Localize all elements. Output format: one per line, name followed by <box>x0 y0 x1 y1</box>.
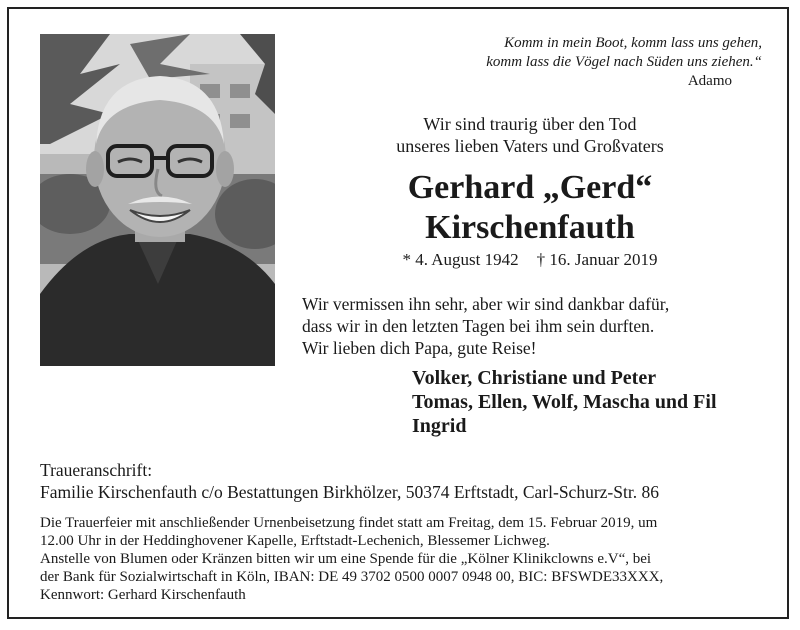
mourning-address <box>40 459 780 503</box>
intro-line-2: unseres lieben Vaters und Großvaters <box>396 136 664 156</box>
intro-line-1: Wir sind traurig über den Tod <box>423 114 637 134</box>
death-date: † 16. Januar 2019 <box>536 250 658 269</box>
deceased-name-line-1: Gerhard „Gerd“ <box>407 169 653 206</box>
birth-date: * 4. August 1942 <box>402 250 519 269</box>
details-line-5: Kennwort: Gerhard Kirschenfauth <box>40 587 246 603</box>
quote-line: Komm in mein Boot, komm lass uns gehen, <box>504 35 762 51</box>
family-message <box>302 293 742 359</box>
message-line-1: Wir vermissen ihn sehr, aber wir sind dankbar dafür, <box>302 294 670 314</box>
quote-author: Adamo <box>687 73 732 89</box>
details-line-2: 12.00 Uhr in der Heddinghovener Kapelle, Erftstadt-Lechenich, Blessemer Lichweg. <box>40 533 550 549</box>
message-line-3: Wir lieben dich Papa, gute Reise! <box>302 338 537 358</box>
funeral-details <box>40 514 770 604</box>
address-label: Traueranschrift: <box>40 460 153 480</box>
intro-text <box>360 113 700 157</box>
mourners-line-1: Volker, Christiane und Peter <box>412 367 657 389</box>
details-line-4: der Bank für Sozialwirtschaft in Köln, IBAN: DE 49 3702 0500 0007 0948 00, BIC: BFSWDE33XXX, <box>40 569 664 585</box>
details-line-1: Die Trauerfeier mit anschließender Urnenbeisetzung findet statt am Freitag, dem 15. Februar 2019, um <box>40 515 658 531</box>
message-line-2: dass wir in den letzten Tagen bei ihm sein durften. <box>302 316 655 336</box>
mourners-line-2: Tomas, Ellen, Wolf, Mascha und Fil <box>412 391 717 413</box>
quote-line: komm lass die Vögel nach Süden uns ziehen.“ <box>486 54 762 70</box>
portrait-photo <box>40 34 275 366</box>
deceased-name-line-2: Kirschenfauth <box>425 209 635 246</box>
mourners-list <box>412 366 782 438</box>
epigraph-quote <box>400 34 762 72</box>
mourners-line-3: Ingrid <box>412 415 467 437</box>
details-line-3: Anstelle von Blumen oder Kränzen bitten wir um eine Spende für die „Kölner Klinikclowns e.V“, bei <box>40 551 652 567</box>
deceased-name <box>340 168 720 248</box>
address-value: Familie Kirschenfauth c/o Bestattungen Birkhölzer, 50374 Erftstadt, Carl-Schurz-Str. 86 <box>40 482 659 502</box>
life-dates <box>360 250 700 270</box>
